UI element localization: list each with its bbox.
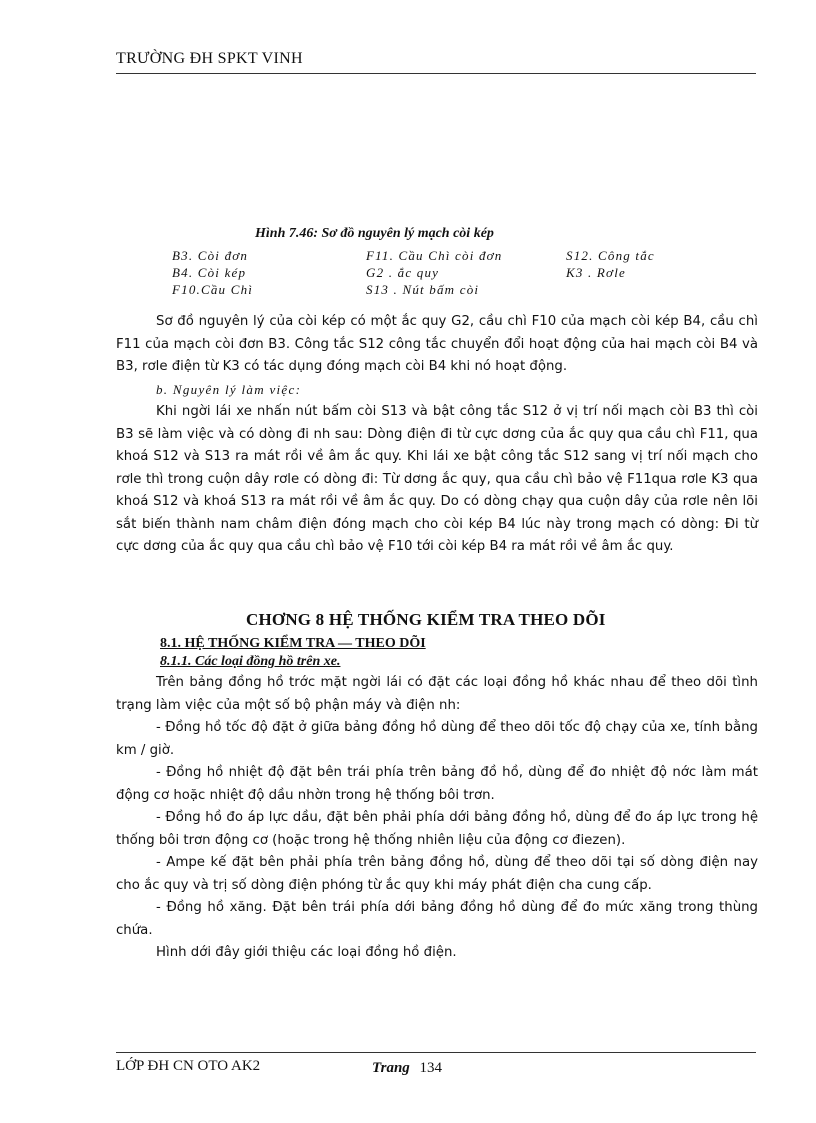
chapter-title: CHƠNG 8 HỆ THỐNG KIỂM TRA THEO DÕI xyxy=(246,610,606,629)
list-item: - Ampe kế đặt bên phải phía trên bảng đồng hồ, dùng để theo dõi tại số dòng điện nay cho ắc quy và trị số dòng điện phóng từ ắc quy khi máy phát điện cha cung cấp. xyxy=(116,855,758,893)
subsection-heading: 8.1.1. Các loại đồng hồ trên xe. xyxy=(160,654,341,669)
legend-item: B3. Còi đơn xyxy=(172,248,249,263)
legend-item: G2 . ắc quy xyxy=(366,265,440,280)
legend-row xyxy=(172,265,732,282)
section-heading: 8.1. HỆ THỐNG KIỂM TRA — THEO DÕI xyxy=(160,636,426,651)
legend-item xyxy=(566,282,726,299)
page-label: Trang xyxy=(372,1060,410,1076)
footer-page xyxy=(372,1060,442,1077)
list-item: - Đồng hồ đo áp lực dầu, đặt bên phải phía dới bảng đồng hồ, dùng để đo áp lực trong hệ thống bôi trơn động cơ (hoặc trong hệ thống nhiên liệu của động cơ điezen). xyxy=(116,810,758,848)
figure-caption: Hình 7.46: Sơ đồ nguyên lý mạch còi kép xyxy=(255,226,494,241)
paragraph: Hình dới đây giới thiệu các loại đồng hồ điện. xyxy=(156,945,457,960)
principle-section xyxy=(116,311,758,559)
legend-item: K3 . Rơle xyxy=(566,265,626,280)
legend-row xyxy=(172,282,732,299)
legend-item: B4. Còi kép xyxy=(172,265,247,280)
list-item: - Đồng hồ xăng. Đặt bên trái phía dới bảng đồng hồ dùng để đo mức xăng trong thùng chứa. xyxy=(116,900,758,938)
working-paragraph: Khi ngời lái xe nhấn nút bấm còi S13 và bật công tắc S12 ở vị trí nối mạch còi B3 thì còi B3 sẽ làm việc và có dòng đi nh sau: Dòng điện đi từ cực dơng của ắc quy qua cầu chì F11, qua khoá S12 và S13 ra mát rồi về âm ắc quy. Khi lái xe bật công tắc S12 sang vị trí nối mạch cho rơle thì trong cuộn dây rơle có dòng đi: Từ dơng ắc quy, qua cầu chì bảo vệ F11qua rơle K3 qua khoá S12 và khoá S13 ra mát rồi về âm ắc quy. Do có dòng chạy qua cuộn dây của rơle nên lõi sắt biến thành nam châm điện đóng mạch cho còi kép B4 lúc này trong mạch có dòng: Đi từ cực dơng của ắc quy qua cầu chì bảo vệ F10 tới còi kép B4 ra mát rồi về âm ắc quy. xyxy=(116,404,758,554)
figure-legend xyxy=(172,248,732,299)
page-header: TRƯỜNG ĐH SPKT VINH xyxy=(116,50,303,67)
list-item: - Đồng hồ nhiệt độ đặt bên trái phía trên bảng đồ hồ, dùng để đo nhiệt độ nớc làm mát động cơ hoặc nhiệt độ dầu nhờn trong hệ thống bôi trơn. xyxy=(116,765,758,803)
legend-item: F10.Cầu Chì xyxy=(172,282,254,297)
page-number: 134 xyxy=(419,1060,443,1076)
legend-item: S13 . Nút bấm còi xyxy=(366,282,480,297)
paragraph: Trên bảng đồng hồ trớc mặt ngời lái có đặt các loại đồng hồ khác nhau để theo dõi tình trạng làm việc của một số bộ phận máy và điện nh: xyxy=(116,675,758,713)
footer-class-name: LỚP ĐH CN OTO AK2 xyxy=(116,1058,261,1074)
legend-item: S12. Công tắc xyxy=(566,248,655,263)
legend-item: F11. Cầu Chì còi đơn xyxy=(366,248,503,263)
gauges-section xyxy=(116,672,758,965)
working-heading: b. Nguyên lý làm việc: xyxy=(156,381,302,397)
footer-rule xyxy=(116,1052,756,1053)
header-rule xyxy=(116,73,756,74)
list-item: - Đồng hồ tốc độ đặt ở giữa bảng đồng hồ dùng để theo dõi tốc độ chạy của xe, tính bằng km / giờ. xyxy=(116,720,758,758)
legend-row xyxy=(172,248,732,265)
intro-paragraph: Sơ đồ nguyên lý của còi kép có một ắc quy G2, cầu chì F10 của mạch còi kép B4, cầu chì F11 của mạch còi đơn B3. Công tắc S12 công tắc chuyển đổi hoạt động của hai mạch còi B4 và B3, rơle điện từ K3 có tác dụng đóng mạch còi B4 khi nó hoạt động. xyxy=(116,314,758,374)
